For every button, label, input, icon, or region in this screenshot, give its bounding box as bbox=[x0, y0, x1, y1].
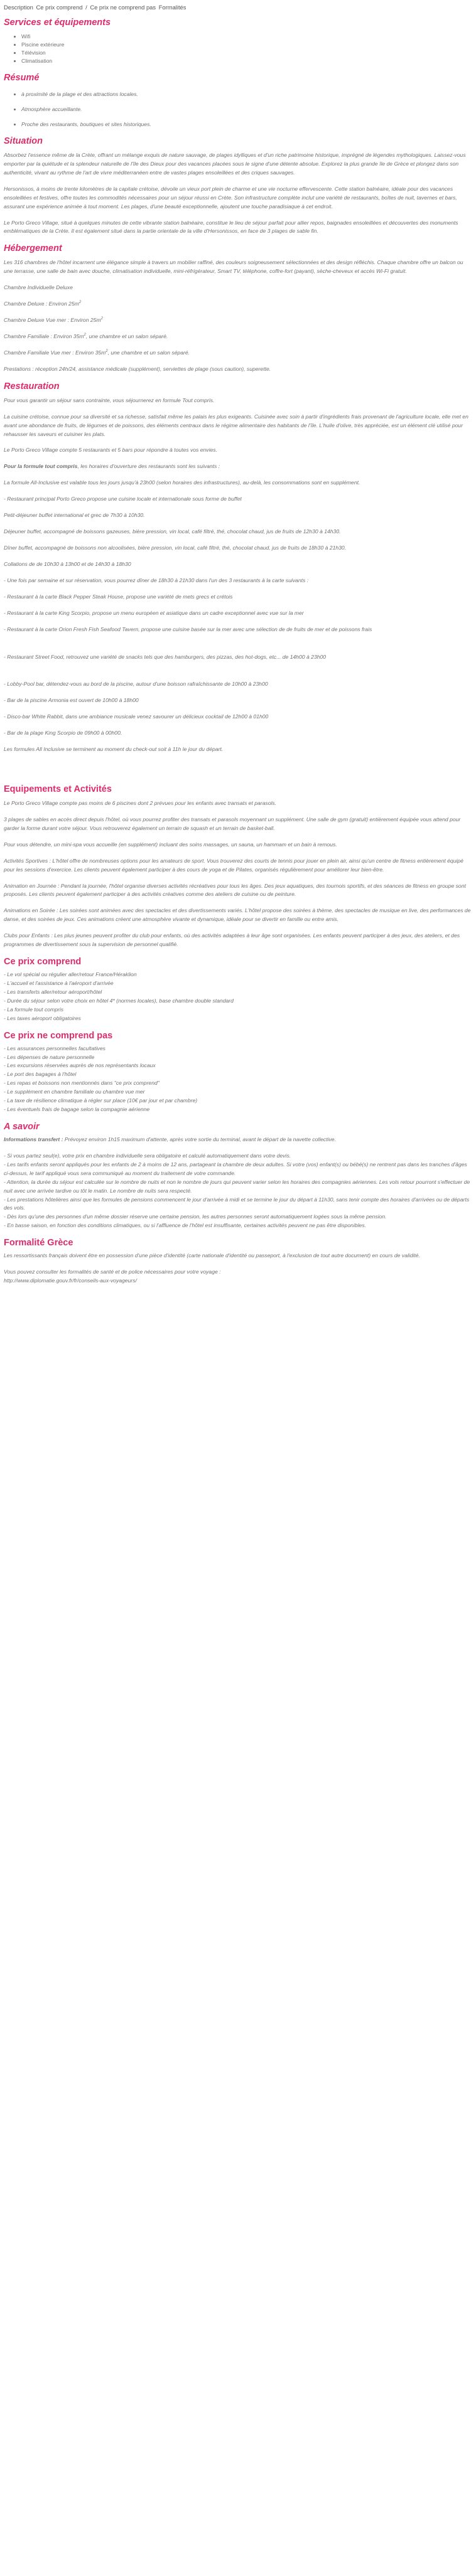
restauration-paragraph: - Restaurant Street Food, retrouvez une variété de snacks tels que des hamburgers, des pizzas, des hot-dogs, etc... de 14h00 à 23h00 bbox=[4, 653, 327, 660]
list-item: - Les assurances personnelles facultatives bbox=[4, 1045, 105, 1051]
savoir-title: A savoir bbox=[4, 1122, 40, 1132]
list-item: • Atmosphère accueillante. bbox=[21, 105, 472, 114]
list-item: • Télévision bbox=[21, 49, 472, 57]
services-title: Services et équipements bbox=[4, 18, 111, 28]
list-item: - Les excursions réservées auprès de nos représentants locaux bbox=[4, 1062, 156, 1069]
restauration-paragraph: Déjeuner buffet, accompagné de boissons gazeuses, bière pression, vin local, café filtré, thé, chocolat chaud, jus de fruits de 12h30 à 14h30. bbox=[4, 528, 341, 535]
restauration-paragraph: Collations de de 10h30 à 13h00 et de 14h30 à 18h30 bbox=[4, 560, 131, 567]
equipements-paragraph: Clubs pour Enfants : Les plus jeunes peuvent profiter du club pour enfants, où des activités adaptées à leur âge sont organisées. Les enfants peuvent participer à des jeux, des ateliers, et des programmes de divertissement sous la supervision de personnel qualifié. bbox=[4, 932, 460, 948]
savoir-info: Informations transfert : Prévoyez environ 1h15 maximum d'attente, après votre sortie du terminal, avant le départ de la navette collective. bbox=[4, 1136, 336, 1142]
tab-description[interactable]: Description bbox=[4, 4, 33, 11]
restauration-paragraph: - Bar de la plage King Scorpio de 09h00 à 00h00. bbox=[4, 730, 122, 737]
situation-paragraph: Absorbez l'essence même de la Crète, offrant un mélange exquis de nature sauvage, de plages idylliques et d'un riche patrimoine historique, imprégné de légendes mythologiques. Laissez-vous emporter par la quiétude et la splendeur naturelle de l'île des Dieux pour des vacances placées sous le signe d'une détente absolue. Explorez la plus grande île de Grèce et plongez dans son authenticité, vivant au rythme de l'art de vivre méditerranéen entre de vastes plages ensoleillées et des criques sauvages. bbox=[4, 152, 466, 176]
list-item: - Le vol spécial ou régulier aller/retour France/Héraklion bbox=[4, 971, 137, 978]
list-item: - Les transferts aller/retour aéroport/hôtel bbox=[4, 988, 102, 995]
list-item: • à proximité de la plage et des attractions locales. bbox=[21, 90, 472, 98]
list-item: • Wifi bbox=[21, 33, 472, 41]
list-item: - Les prestations hôtelières ainsi que les formules de pensions commencent le jour d'arrivée à midi et se termine le jour du départ à 11h30, sans tenir compte des horaires d'arrivées ou de départs des vols. bbox=[4, 1196, 470, 1211]
list-item: • Proche des restaurants, boutiques et sites historiques. bbox=[21, 120, 472, 129]
equipements-title: Equipements et Activités bbox=[4, 784, 112, 795]
restauration-paragraph: La cuisine crétoise, connue pour sa diversité et sa richesse, satisfait même les palais les plus exigeants. Cuisinée avec soin à partir d'ingrédients frais provenant de l'agriculture locale, elle met en avant une abondance de fruits, de légumes et de poissons, des éléments centraux dans le régime alimentaire des habitants de l'île. L'huile d'olive, très appréciée, est un élément clé utilisé pour rehausser les saveurs et cuisiner les plats. bbox=[4, 413, 468, 437]
equipements-paragraph: Animations en Soirée : Les soirées sont animées avec des spectacles et des divertissements variés. L'hôtel propose des soirées à thème, des spectacles de musique en live, des performances de danse, et des soirées de jeux. Ces animations créent une atmosphère vivante et dynamique, idéale pour se divertir en famille ou entre amis. bbox=[4, 907, 471, 923]
list-item: - Le port des bagages à l'hôtel bbox=[4, 1071, 77, 1078]
services-list bbox=[4, 33, 472, 65]
situation-paragraph: Hersonissos, à moins de trente kilomètres de la capitale crétoise, dévoile un vieux port plein de charme et une vie nocturne effervescente. Cette station balnéaire, idéale pour des vacances ensoleillées et festives, offre toutes les commodités nécessaires pour un séjour réussi en Crète. Son infrastructure complète inclut une variété de restaurants, boîtes de nuit, tavernes et bars, assurant une expérience animée à tout moment. Les plages, d'une beauté exceptionnelle, ajoutent une touche paradisiaque à cet endroit. bbox=[4, 185, 457, 210]
tab-ce-prix-ne-comprend-pas[interactable]: Ce prix ne comprend pas bbox=[90, 4, 156, 11]
prestations-line: Prestations : réception 24h/24, assistance médicale (supplément), serviettes de plage (sous caution), superette. bbox=[4, 365, 271, 372]
room-line: Chambre Individuelle Deluxe bbox=[4, 284, 73, 291]
list-item: - Durée du séjour selon votre choix en hôtel 4* (normes locales), base chambre double standard bbox=[4, 997, 234, 1004]
formalite-link-line bbox=[4, 1277, 472, 1285]
comprend-title: Ce prix comprend bbox=[4, 957, 82, 967]
tab-formalites[interactable]: Formalités bbox=[158, 4, 187, 11]
tab-separator: / bbox=[85, 4, 87, 11]
restauration-paragraph: Pour vous garantir un séjour sans contrainte, vous séjournerez en formule Tout compris. bbox=[4, 397, 215, 403]
restauration-paragraph: - Restaurant principal Porto Greco propose une cuisine locale et internationale sous forme de buffet bbox=[4, 496, 242, 503]
restauration-title: Restauration bbox=[4, 381, 60, 391]
tab-bar bbox=[4, 0, 472, 13]
restauration-paragraph: - Restaurant à la carte Black Pepper Steak House, propose une variété de mets grecs et crétois bbox=[4, 593, 233, 600]
list-item: - Si vous partez seul(e), votre prix en chambre individuelle sera obligatoire et calculé automatiquement dans votre devis. bbox=[4, 1152, 291, 1159]
hebergement-intro: Les 316 chambres de l'hôtel incarnent une élégance simple à travers un mobilier raffiné, des couleurs soigneusement sélectionnées et des design réfléchis. Chaque chambre offre un balcon ou une terrasse, une salle de bain avec douche, climatisation individuelle, mini-réfrigérateur, Smart TV, téléphone, coffre-fort (payant), sèche-cheveux et accès Wi-Fi gratuit. bbox=[4, 259, 463, 275]
room-line: Chambre Deluxe Vue mer : Environ $25m^2$ bbox=[4, 317, 103, 324]
situation-paragraph: Le Porto Greco Village, situé à quelques minutes de cette vibrante station balnéaire, constitue le lieu de séjour parfait pour allier repos, baignades ensoleillées et découvertes des monuments emblématiques de la Crète. Il est également situé dans la partie orientale de la ville d'Hersonissos, en face de 3 plages de sable fin. bbox=[4, 219, 458, 235]
list-item: - Les repas et boissons non mentionnés dans "ce prix comprend" bbox=[4, 1080, 160, 1087]
room-line: Chambre Deluxe : Environ $25m^2$ bbox=[4, 301, 82, 307]
list-item: - Les tarifs enfants seront appliqués pour les enfants de 2 à moins de 12 ans, partageant la chambre de deux adultes. Si votre (vos) enfant(s) ou bébé(s) ne rentrent pas dans les tranches d'âges ci-dessus, le tarif appliqué vous sera communiqué au moment du traitement de votre commande. bbox=[4, 1161, 467, 1176]
restauration-paragraph: - Une fois par semaine et sur réservation, vous pourrez dîner de 18h30 à 21h30 dans l'un des 3 restaurants à la carte suivants : bbox=[4, 577, 309, 583]
list-item: - Dès lors qu'une des personnes d'un même dossier réserve une certaine pension, les autres personnes seront automatiquement logées sous la même pension. bbox=[4, 1213, 387, 1220]
restauration-paragraph: Dîner buffet, accompagné de boissons non alcoolisées, bière pression, vin local, café filtré, thé, chocolat chaud, jus de fruits de 18h30 à 21h30. bbox=[4, 544, 347, 551]
formalite-title: Formalité Grèce bbox=[4, 1238, 73, 1248]
restauration-paragraph: Pour la formule tout compris, les horaires d'ouverture des restaurants sont les suivants : bbox=[4, 463, 220, 470]
restauration-paragraph: - Restaurant à la carte King Scorpio, propose un menu européen et asiatique dans un cadre exceptionnel avec vue sur la mer bbox=[4, 609, 304, 616]
restauration-paragraph: - Restaurant à la carte Orion Fresh Fish Seafood Tavern, propose une cuisine basée sur la mer avec une sélection de de fruits de mer et de poissons frais bbox=[4, 625, 372, 632]
situation-title: Situation bbox=[4, 136, 43, 146]
restauration-paragraph: Le Porto Greco Village compte 5 restaurants et 5 bars pour répondre à toutes vos envies. bbox=[4, 447, 217, 454]
diplomatie-link[interactable]: http://www.diplomatie.gouv.fr/fr/conseils-aux-voyageurs/ bbox=[4, 1277, 137, 1284]
restauration-paragraph: - Lobby-Pool bar, détendez-vous au bord de la piscine, autour d'une boisson rafraîchissante de 10h00 à 23h00 bbox=[4, 681, 268, 688]
restauration-paragraph: La formule All-Inclusive est valable tous les jours jusqu'à 23h00 (selon horaires des infrastructures), au-delà, les consommations sont en supplément. bbox=[4, 479, 360, 486]
resume-title: Résumé bbox=[4, 73, 40, 83]
restauration-paragraph: - Disco-bar White Rabbit, dans une ambiance musicale venez savourer un délicieux cocktail de 12h00 à 01h00 bbox=[4, 713, 269, 720]
list-item: - La taxe de résilience climatique à régler sur place (10€ par jour et par chambre) bbox=[4, 1097, 198, 1104]
list-item: - Le supplément en chambre familiale ou chambre vue mer bbox=[4, 1088, 145, 1095]
equipements-paragraph: 3 plages de sables en accès direct depuis l'hôtel, où vous pourrez profiter des transats et parasols moyennant un supplément. Une salle de gym (gratuit) entièrement équipée vous attend pour garder la forme durant votre séjour. Vous retrouverez également un terrain de squash et un terrain de basket-ball. bbox=[4, 816, 461, 831]
list-item: - En basse saison, en fonction des conditions climatiques, ou si l'affluence de l'hôtel est insuffisante, certaines activités peuvent ne pas être disponibles. bbox=[4, 1222, 367, 1229]
equipements-paragraph: Pour vous détendre, un mini-spa vous accueille (en supplément) incluant des soins massages, un sauna, un hammam et un bain à remous. bbox=[4, 841, 337, 848]
list-item: - Les dépenses de nature personnelle bbox=[4, 1053, 95, 1060]
list-item: - Attention, la durée du séjour est calculée sur le nombre de nuits et non le nombre de jours qui peuvent varier selon les horaires des compagnies aériennes. Les vols retour pourront s'effectuer de nuit avec une arrivée tardive ou tôt le matin. Le nombre de nuits sera respecté. bbox=[4, 1178, 470, 1194]
equipements-paragraph: Animation en Journée : Pendant la journée, l'hôtel organise diverses activités récréatives pour tous les âges. Des jeux aquatiques, des tournois sportifs, et des séances de fitness en groupe sont proposés. Les clients peuvent également participer à des activités créatives comme des ateliers de cuisine ou de peinture. bbox=[4, 882, 466, 898]
resume-list bbox=[4, 90, 472, 129]
tab-ce-prix-comprend[interactable]: Ce prix comprend bbox=[36, 4, 83, 11]
formalite-paragraph: Vous pouvez consulter les formalités de santé et de police nécessaires pour votre voyage : bbox=[4, 1269, 221, 1275]
list-item: - Les taxes aéroport obligatoires bbox=[4, 1014, 81, 1021]
formalite-paragraph: Les ressortissants français doivent être en possession d'une pièce d'identité (carte nationale d'identité ou passeport, à l'exclusion de tout autre document) en cours de validité. bbox=[4, 1252, 420, 1259]
restauration-paragraph: Petit-déjeuner buffet international et grec de 7h30 à 10h30. bbox=[4, 512, 145, 519]
equipements-paragraph: Le Porto Greco Village compte pas moins de 6 piscines dont 2 prévues pour les enfants avec transats et parasols. bbox=[4, 800, 277, 807]
restauration-paragraph: - Bar de la piscine Armonia est ouvert de 10h00 à 18h00 bbox=[4, 697, 139, 704]
list-item: • Piscine extérieure bbox=[21, 41, 472, 49]
restauration-paragraph: Les formules All Inclusive se terminent au moment du check-out soit à 11h le jour du départ. bbox=[4, 746, 224, 753]
equipements-paragraph: Activités Sportives : L'hôtel offre de nombreuses options pour les amateurs de sport. Vous trouverez des courts de tennis pour jouer en plein air, ainsi qu'un centre de fitness entièrement équipé pour les sessions d'exercice. Les clients peuvent également participer à des cours de yoga et de Pilates, organisés régulièrement pour améliorer leur bien-être. bbox=[4, 857, 463, 873]
list-item: - La formule tout compris bbox=[4, 1006, 64, 1013]
list-item: - L'accueil et l'assistance à l'aéroport d'arrivée bbox=[4, 980, 114, 987]
room-line: Chambre Familiale : Environ $35m^2$, une chambre et un salon séparé. bbox=[4, 333, 168, 339]
list-item: - Les éventuels frais de bagage selon la compagnie aérienne bbox=[4, 1106, 150, 1113]
list-item: • Climatisation bbox=[21, 57, 472, 65]
hebergement-title: Hébergement bbox=[4, 243, 62, 254]
non-comprend-title: Ce prix ne comprend pas bbox=[4, 1030, 113, 1041]
room-line: Chambre Familiale Vue mer : Environ $35m^2$, une chambre et un salon séparé. bbox=[4, 349, 190, 356]
